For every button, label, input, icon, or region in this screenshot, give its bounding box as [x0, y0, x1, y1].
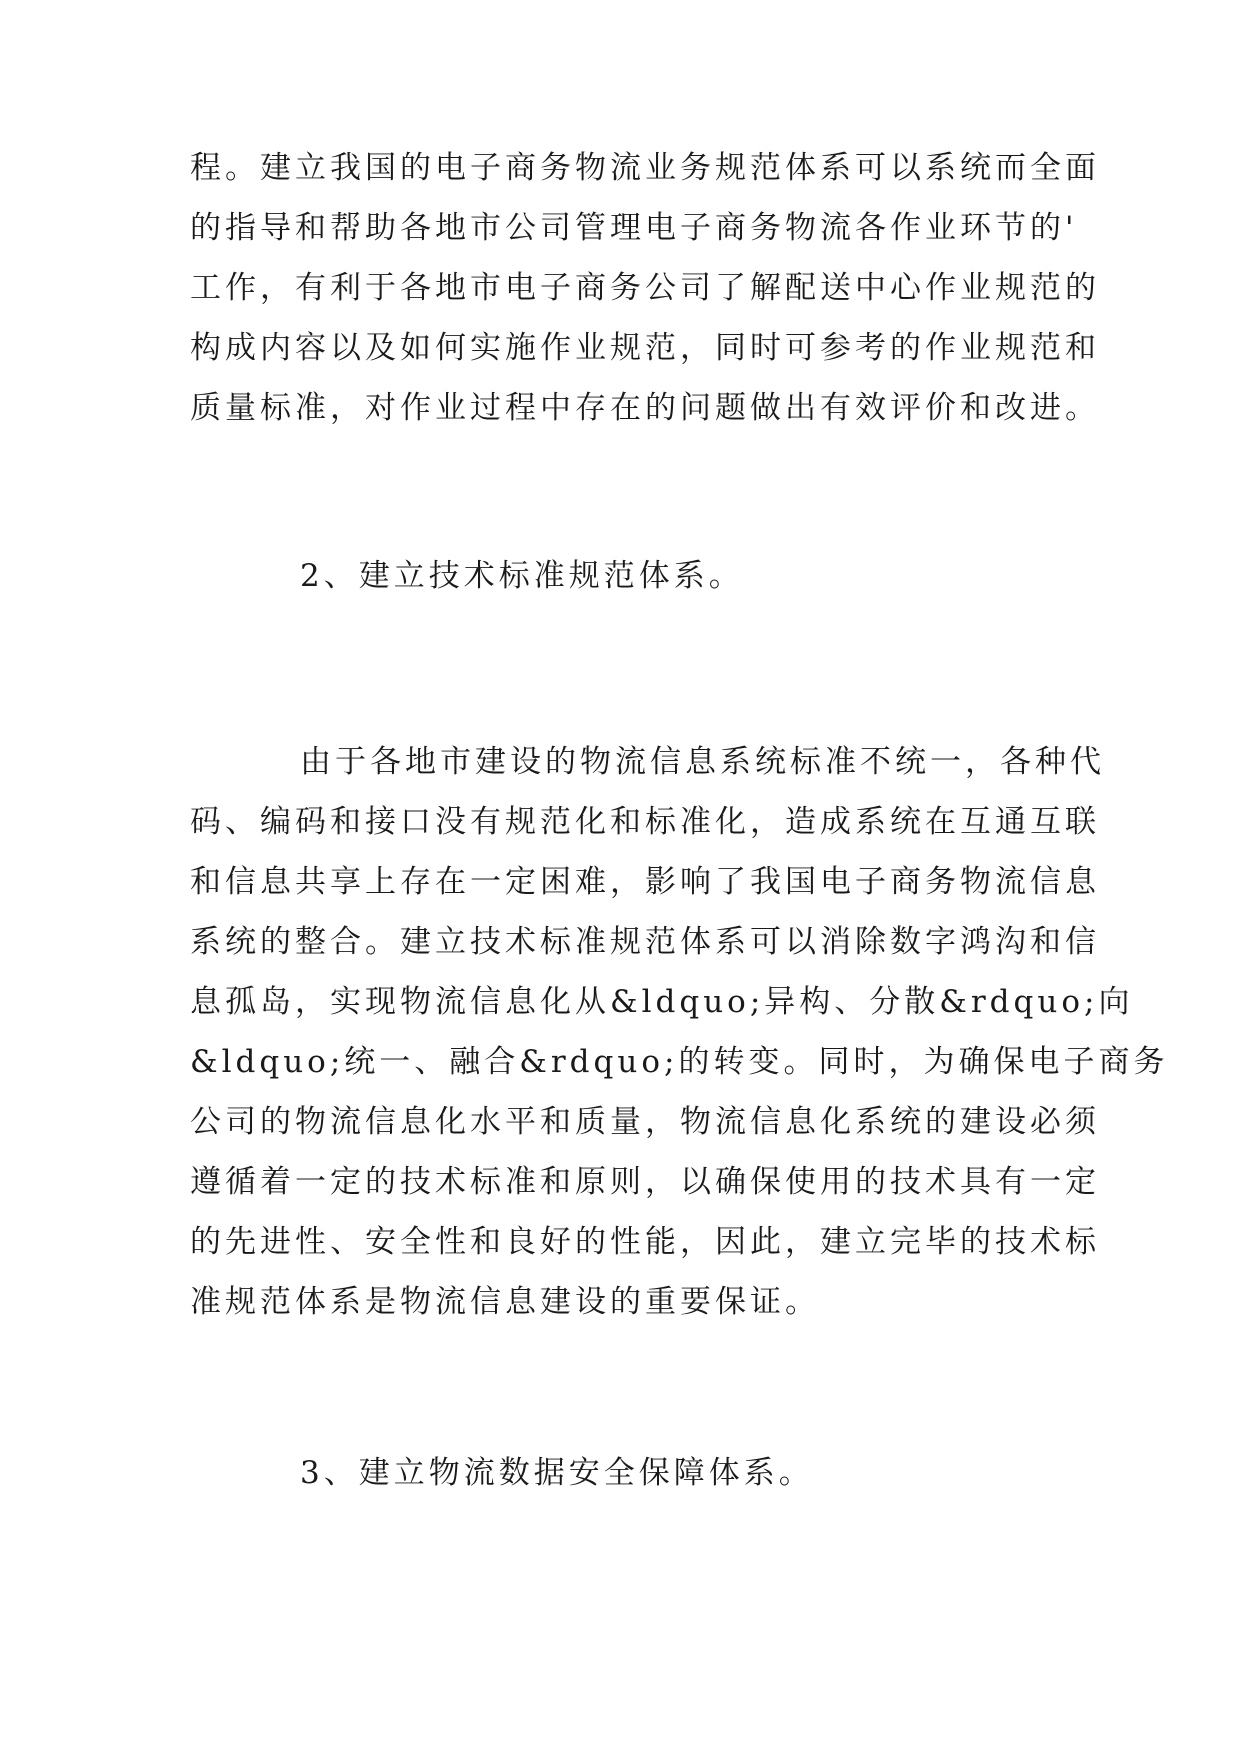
paragraph-line: &ldquo;统一、融合&rdquo;的转变。同时，为确保电子商务: [190, 1044, 1169, 1080]
paragraph-line: 和信息共享上存在一定困难，影响了我国电子商务物流信息: [190, 864, 1100, 900]
paragraph-line: 遵循着一定的技术标准和原则，以确保使用的技术具有一定: [190, 1164, 1100, 1200]
paragraph-line: 码、编码和接口没有规范化和标准化，造成系统在互通互联: [190, 804, 1100, 840]
section-heading-2: 2、建立技术标准规范体系。: [300, 558, 744, 594]
paragraph-line: 息孤岛，实现物流信息化从&ldquo;异构、分散&rdquo;向: [190, 984, 1134, 1020]
paragraph-line: 由于各地市建设的物流信息系统标准不统一，各种代: [300, 744, 1105, 780]
paragraph-line: 构成内容以及如何实施作业规范，同时可参考的作业规范和: [190, 330, 1100, 366]
section-heading-3: 3、建立物流数据安全保障体系。: [300, 1455, 814, 1491]
paragraph-line: 的先进性、安全性和良好的性能，因此，建立完毕的技术标: [190, 1224, 1100, 1260]
paragraph-line: 公司的物流信息化水平和质量，物流信息化系统的建设必须: [190, 1104, 1100, 1140]
paragraph-line: 质量标准，对作业过程中存在的问题做出有效评价和改进。: [190, 390, 1100, 426]
paragraph-line: 工作，有利于各地市电子商务公司了解配送中心作业规范的: [190, 270, 1100, 306]
paragraph-line: 程。建立我国的电子商务物流业务规范体系可以系统而全面: [190, 150, 1100, 186]
paragraph-line: 系统的整合。建立技术标准规范体系可以消除数字鸿沟和信: [190, 924, 1100, 960]
paragraph-line: 准规范体系是物流信息建设的重要保证。: [190, 1284, 820, 1320]
paragraph-line: 的指导和帮助各地市公司管理电子商务物流各作业环节的': [190, 210, 1078, 246]
